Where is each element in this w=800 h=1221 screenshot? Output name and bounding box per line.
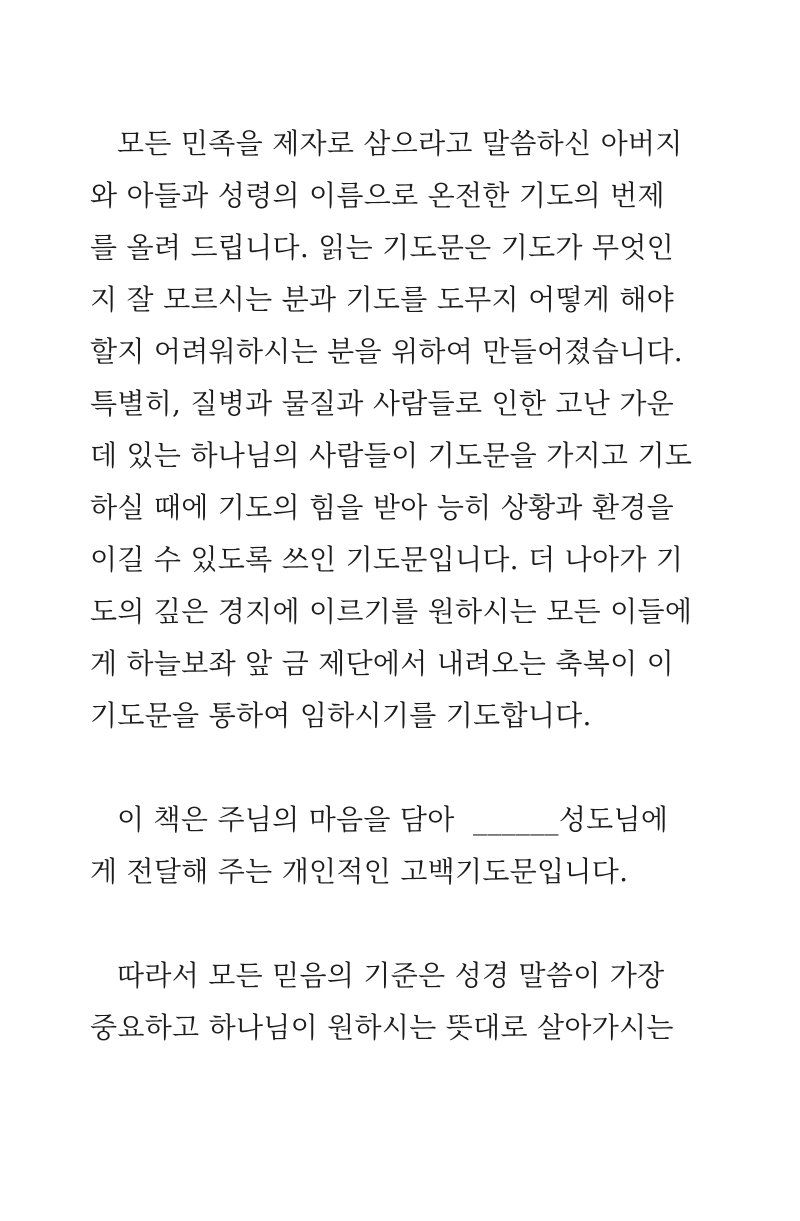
text-line: 할지 어려워하시는 분을 위하여 만들어졌습니다.	[90, 335, 683, 368]
paragraph	[90, 950, 712, 1054]
text-line: 게 전달해 주는 개인적인 고백기도문입니다.	[90, 855, 629, 888]
text-line: 게 하늘보좌 앞 금 제단에서 내려오는 축복이 이	[90, 647, 675, 680]
text-line: 지 잘 모르시는 분과 기도를 도무지 어떻게 해야	[90, 283, 675, 316]
text-line: 이길 수 있도록 쓰인 기도문입니다. 더 나아가 기	[90, 543, 684, 576]
text-line: 따라서 모든 믿음의 기준은 성경 말씀이 가장	[117, 959, 665, 992]
paragraph	[90, 118, 712, 742]
text-line: 특별히, 질병과 물질과 사람들로 인한 고난 가운	[90, 387, 675, 420]
text-line: 도의 깊은 경지에 이르기를 원하시는 모든 이들에	[90, 595, 693, 628]
text-line: 중요하고 하나님이 원하시는 뜻대로 살아가시는	[90, 1011, 674, 1044]
text-line: 와 아들과 성령의 이름으로 온전한 기도의 번제	[90, 179, 665, 212]
text-line: 모든 민족을 제자로 삼으라고 말씀하신 아버지	[117, 127, 683, 160]
text-line: 를 올려 드립니다. 읽는 기도문은 기도가 무엇인	[90, 231, 675, 264]
text-line: 하실 때에 기도의 힘을 받아 능히 상황과 환경을	[90, 491, 675, 524]
paragraph	[90, 794, 712, 898]
text-line: 기도문을 통하여 임하시기를 기도합니다.	[90, 699, 592, 732]
text-line: 이 책은 주님의 마음을 담아 ______성도님에	[117, 803, 669, 836]
text-line: 데 있는 하나님의 사람들이 기도문을 가지고 기도	[90, 439, 693, 472]
body-text	[90, 118, 712, 1054]
